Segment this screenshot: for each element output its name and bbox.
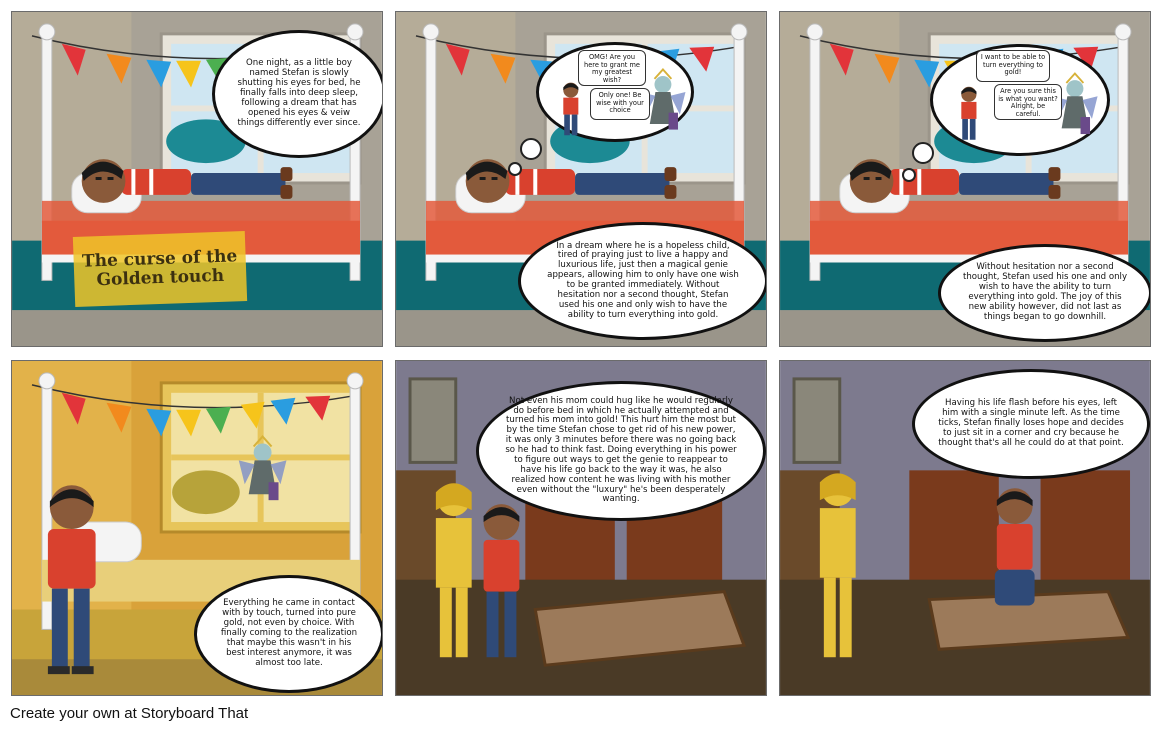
panel-4 (11, 360, 383, 696)
narration-bubble: Not even his mom could hug like he would regularly do before bed in which he actually attempted and turned his mom into gold! This hurt him the most but by the time Stefan chose to get rid of his new power, it was only 3 minutes before there was no going back so he had to think fast. Doing everything in his power to figure out ways to get the genie to reappear to have his life go back to the way it was, he also realized how content he was living with his mother even without the "luxury" he's been desperately wanting. (476, 381, 766, 521)
thought-dot-small (902, 168, 916, 182)
footer-credit[interactable]: Create your own at Storyboard That (10, 705, 249, 722)
panel-5 (395, 360, 767, 696)
narration-bubble: Without hesitation nor a second thought, Stefan used his one and only wish to have the ability to turn everything into gold. The joy of this new ability however, did not last as things began to go downhill. (938, 244, 1151, 342)
boy-speech: OMG! Are you here to grant me my greatest wish? (578, 50, 646, 86)
panel-6 (779, 360, 1151, 696)
thought-dot-large (520, 138, 542, 160)
panel-1 (11, 11, 383, 347)
narration-bubble: In a dream where he is a hopeless child, tired of praying just to live a happy and luxurious life, just then a magical genie appears, allowing him to only have one wish to be granted immediately. Without hesitation nor a second thought, Stefan used his one and only wish to have the ability to turn everything into gold. (518, 222, 767, 340)
thought-dot-large (912, 142, 934, 164)
panel-3 (779, 11, 1151, 347)
narration-bubble: One night, as a little boy named Stefan is slowly shutting his eyes for bed, he finally falls into deep sleep, following a dream that has opened his eyes & veiw things differently ever since. (212, 30, 383, 158)
narration-bubble: Everything he came in contact with by touch, turned into pure gold, not even by choice. With finally coming to the realization that maybe this wasn't in his best interest anymore, it was almost too late. (194, 575, 383, 693)
story-title: The curse of the Golden touch (73, 231, 247, 307)
thought-dot-small (508, 162, 522, 176)
narration-bubble: Having his life flash before his eyes, left him with a single minute left. As the time ticks, Stefan finally loses hope and decides to just sit in a corner and cry because he thought that's all he could do at that point. (912, 369, 1150, 479)
boy-speech: I want to be able to turn everything to gold! (976, 50, 1050, 82)
genie-speech: Only one! Be wise with your choice (590, 88, 650, 120)
panel-2 (395, 11, 767, 347)
genie-speech: Are you sure this is what you want? Alright, be careful. (994, 84, 1062, 120)
